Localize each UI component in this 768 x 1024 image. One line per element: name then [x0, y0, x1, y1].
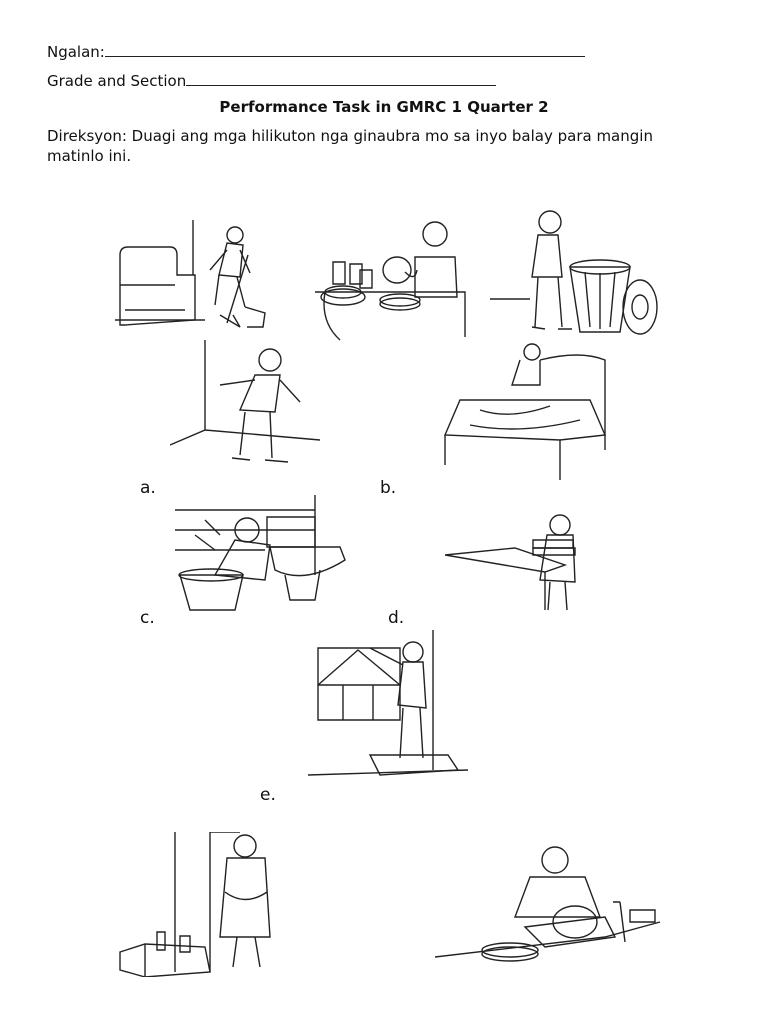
directions-text: Direksyon: Duagi ang mga hilikuton nga ginaubra mo sa inyo balay para mangin matinlo ini. [47, 127, 653, 165]
name-label: Ngalan: [47, 43, 105, 61]
sweeping-illustration [115, 215, 290, 335]
page-title: Performance Task in GMRC 1 Quarter 2 [219, 98, 549, 116]
label-d: d. [388, 608, 405, 628]
sorting-bottles-illustration [115, 832, 290, 977]
name-blank-line[interactable] [105, 42, 585, 57]
bed-making-illustration [440, 340, 615, 485]
label-a: a. [140, 478, 156, 498]
folding-clothes-illustration [445, 510, 595, 615]
name-field-row [47, 42, 585, 61]
grade-field-row [47, 71, 496, 90]
grade-label: Grade and Section [47, 72, 187, 90]
trash-illustration [490, 207, 665, 342]
dishwashing-illustration [435, 842, 665, 967]
window-cleaning-illustration [308, 630, 468, 790]
label-e: e. [260, 785, 276, 805]
toilet-cleaning-illustration [175, 495, 350, 615]
label-b: b. [380, 478, 397, 498]
floor-wiping-illustration [170, 340, 320, 470]
label-c: c. [140, 608, 155, 628]
dishes-illustration [315, 212, 475, 342]
grade-blank-line[interactable] [186, 71, 496, 86]
